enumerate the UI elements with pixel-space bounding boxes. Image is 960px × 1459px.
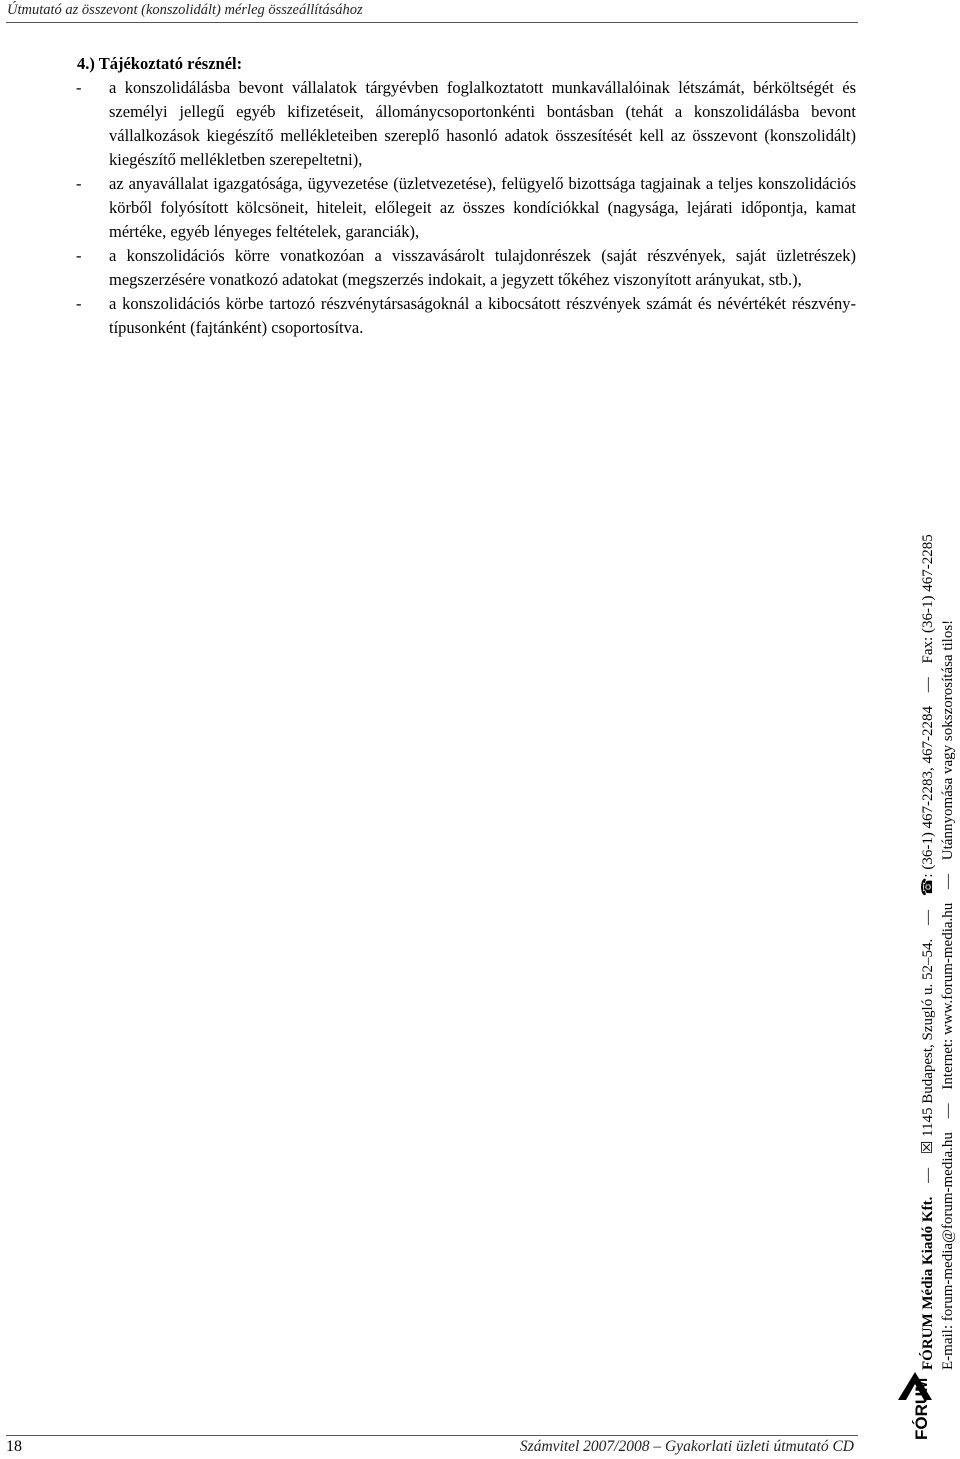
list-item bbox=[76, 76, 856, 172]
running-header: Útmutató az összevont (konszolidált) mérleg összeállításához bbox=[7, 2, 363, 18]
publisher-email: E-mail: forum-media@forum-media.hu bbox=[940, 1132, 956, 1370]
list-item-text: a konszolidációs körre vonatkozóan a visszavásárolt tulajdonrészek (saját részvények, saját üzletrészek) megszerzésére vonatkozó adatokat (megszerzés indokait, a jegyzett tőkéhez viszonyított arányukat, stb.), bbox=[109, 246, 856, 289]
logo-text: FÓRUM bbox=[912, 1377, 931, 1440]
list-item bbox=[76, 292, 856, 340]
list-item-text: a konszolidációs körbe tartozó részvénytársaságoknál a kibocsátott részvények számát és névértékét részvény-típusonként (fajtánként) csoportosítva. bbox=[109, 294, 856, 337]
publisher-name: FÓRUM Média Kiadó Kft. bbox=[920, 1196, 936, 1370]
sidebar-line-web bbox=[938, 470, 958, 1370]
page-number: 18 bbox=[6, 1438, 22, 1455]
list-dash: - bbox=[76, 294, 82, 313]
list-dash: - bbox=[76, 174, 82, 193]
footer-title: Számvitel 2007/2008 – Gyakorlati üzleti útmutató CD bbox=[519, 1438, 854, 1455]
list-item-text: a konszolidálásba bevont vállalatok tárgyévben foglalkoztatott munkavállalóinak létszámát, bérköltségét és személyi jellegű egyéb kifizetéseit, állománycsoportonkénti bontásban (tehát a konszolidálásba bevont vállalkozások kiegészítő mellékleteiben szereplő hasonló adatok összesítését kell az összevont (konszolidált) kiegészítő mellékletben szerepeltetni), bbox=[109, 78, 856, 169]
publisher-sidebar bbox=[898, 470, 960, 1370]
forum-logo bbox=[894, 1370, 936, 1442]
publisher-phone: : (36-1) 467-2283, 467-2284 bbox=[920, 705, 936, 878]
mail-icon: ☒ bbox=[920, 1140, 936, 1155]
publisher-fax: Fax: (36-1) 467-2285 bbox=[920, 534, 936, 664]
separator: — bbox=[940, 873, 956, 889]
section-tajekoztato bbox=[76, 52, 856, 340]
separator: — bbox=[920, 910, 936, 926]
list-dash: - bbox=[76, 246, 82, 265]
sidebar-line-contact bbox=[918, 470, 938, 1370]
list-dash: - bbox=[76, 78, 82, 97]
separator: — bbox=[920, 1167, 936, 1183]
separator: — bbox=[940, 1103, 956, 1119]
section-title: 4.) Tájékoztató résznél: bbox=[77, 54, 243, 73]
separator: — bbox=[920, 677, 936, 693]
list-item bbox=[76, 244, 856, 292]
list-item bbox=[76, 172, 856, 244]
copyright-notice: Utánnyomása vagy sokszorosítása tilos! bbox=[940, 619, 956, 861]
header-rule bbox=[6, 22, 858, 23]
phone-icon: ☎ bbox=[920, 877, 936, 897]
publisher-internet: Internet: www.forum-media.hu bbox=[940, 902, 956, 1090]
footer-rule bbox=[6, 1435, 858, 1436]
publisher-address: 1145 Budapest, Szugló u. 52–54. bbox=[920, 938, 936, 1137]
list-item-text: az anyavállalat igazgatósága, ügyvezetése (üzletvezetése), felügyelő bizottsága tagjainak a teljes konszolidációs körből folyósított kölcsöneit, hiteleit, előlegeit az összes kondíciókkal (nagysága, lejárati időpontja, kamat mértéke, egyéb lényeges feltételek, garanciák), bbox=[109, 174, 856, 241]
